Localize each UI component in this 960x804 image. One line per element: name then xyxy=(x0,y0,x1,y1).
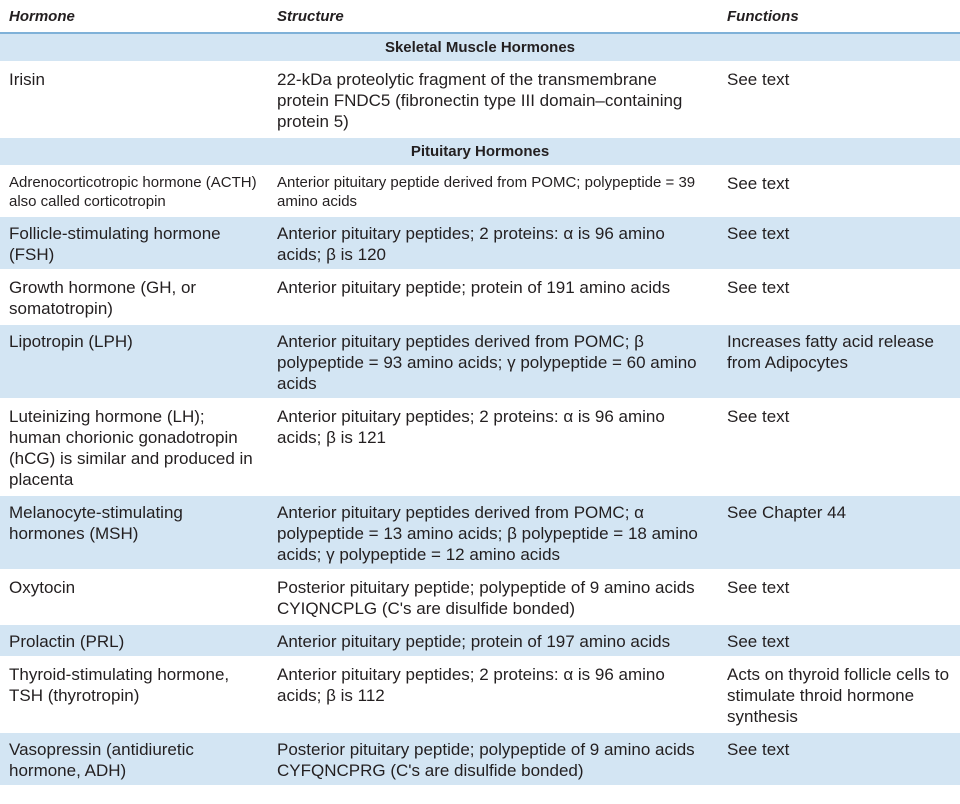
header-row xyxy=(0,0,960,33)
structure-cell: Anterior pituitary peptide derived from POMC; polypeptide = 39 amino acids xyxy=(268,166,718,216)
header-hormone: Hormone xyxy=(0,0,268,33)
section-row-pituitary xyxy=(0,137,960,166)
hormone-cell: Irisin xyxy=(0,62,268,137)
hormone-cell: Growth hormone (GH, or somatotropin) xyxy=(0,270,268,324)
hormone-cell: Melanocyte-stimulating hormones (MSH) xyxy=(0,495,268,570)
hormone-cell: Vasopressin (antidiuretic hormone, ADH) xyxy=(0,732,268,786)
table-row xyxy=(0,570,960,624)
functions-cell: See text xyxy=(718,732,960,786)
functions-cell: See text xyxy=(718,270,960,324)
functions-cell: See Chapter 44 xyxy=(718,495,960,570)
table-row xyxy=(0,166,960,216)
structure-cell: Anterior pituitary peptide; protein of 191 amino acids xyxy=(268,270,718,324)
hormone-cell: Prolactin (PRL) xyxy=(0,624,268,657)
hormone-cell: Adrenocorticotropic hormone (ACTH) also called corticotropin xyxy=(0,166,268,216)
functions-cell: See text xyxy=(718,62,960,137)
hormone-cell: Follicle-stimulating hormone (FSH) xyxy=(0,216,268,270)
functions-cell: Increases fatty acid release from Adipocytes xyxy=(718,324,960,399)
structure-cell: Posterior pituitary peptide; polypeptide of 9 amino acids CYFQNCPRG (C's are disulfide bonded) xyxy=(268,732,718,786)
hormone-cell: Oxytocin xyxy=(0,570,268,624)
structure-cell: Anterior pituitary peptides; 2 proteins: α is 96 amino acids; β is 121 xyxy=(268,399,718,495)
section-row-skeletal xyxy=(0,33,960,62)
functions-cell: See text xyxy=(718,166,960,216)
functions-cell: Acts on thyroid follicle cells to stimulate throid hormone synthesis xyxy=(718,657,960,732)
table-row xyxy=(0,732,960,786)
structure-cell: Anterior pituitary peptides; 2 proteins: α is 96 amino acids; β is 112 xyxy=(268,657,718,732)
functions-cell: See text xyxy=(718,399,960,495)
functions-cell: See text xyxy=(718,570,960,624)
hormone-cell: Thyroid-stimulating hormone, TSH (thyrotropin) xyxy=(0,657,268,732)
table-row xyxy=(0,399,960,495)
table-row xyxy=(0,62,960,137)
header-structure: Structure xyxy=(268,0,718,33)
table-row xyxy=(0,495,960,570)
functions-cell: See text xyxy=(718,624,960,657)
structure-cell: Anterior pituitary peptides derived from POMC; β polypeptide = 93 amino acids; γ polypeptide = 60 amino acids xyxy=(268,324,718,399)
hormone-cell: Luteinizing hormone (LH); human chorionic gonadotropin (hCG) is similar and produced in placenta xyxy=(0,399,268,495)
structure-cell: 22-kDa proteolytic fragment of the transmembrane protein FNDC5 (fibronectin type III domain–containing protein 5) xyxy=(268,62,718,137)
section-title: Pituitary Hormones xyxy=(0,137,960,166)
table-row xyxy=(0,270,960,324)
structure-cell: Anterior pituitary peptides derived from POMC; α polypeptide = 13 amino acids; β polypeptide = 18 amino acids; γ polypeptide = 12 amino acids xyxy=(268,495,718,570)
structure-cell: Posterior pituitary peptide; polypeptide of 9 amino acids CYIQNCPLG (C's are disulfide bonded) xyxy=(268,570,718,624)
table-row xyxy=(0,216,960,270)
structure-cell: Anterior pituitary peptides; 2 proteins: α is 96 amino acids; β is 120 xyxy=(268,216,718,270)
header-functions: Functions xyxy=(718,0,960,33)
table-row xyxy=(0,657,960,732)
structure-cell: Anterior pituitary peptide; protein of 197 amino acids xyxy=(268,624,718,657)
table-row xyxy=(0,324,960,399)
hormone-cell: Lipotropin (LPH) xyxy=(0,324,268,399)
table-row xyxy=(0,624,960,657)
functions-cell: See text xyxy=(718,216,960,270)
section-title: Skeletal Muscle Hormones xyxy=(0,33,960,62)
